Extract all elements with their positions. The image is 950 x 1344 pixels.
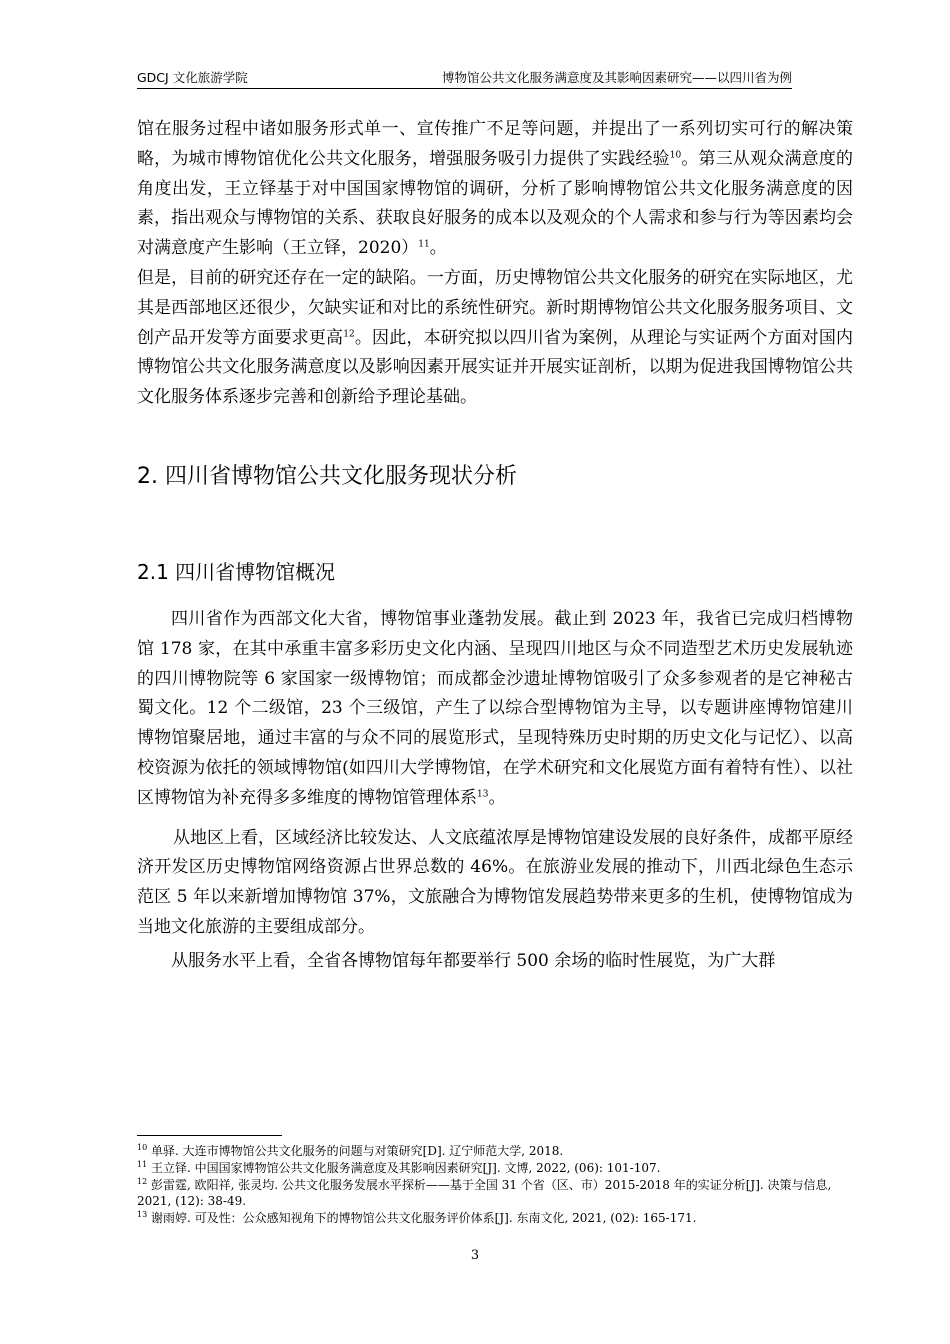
footnote-10: $^{10}$ 单驿. 大连市博物馆公共文化服务的问题与对策研究[D]. 辽宁师范大学, 2018.: [137, 1143, 564, 1158]
page-number: 3: [470, 1248, 480, 1263]
footnote-ref-12[interactable]: 12: [343, 328, 355, 339]
footnote-ref-13[interactable]: 13: [477, 789, 489, 800]
footnote-separator: [137, 1135, 282, 1136]
footnote-11: $^{11}$ 王立铎. 中国国家博物馆公共文化服务满意度及其影响因素研究[J]. 文博, 2022, (06): 101-107.: [137, 1160, 661, 1175]
paragraph-overview: 四川省作为西部文化大省，博物馆事业蓬勃发展。截止到 2023 年，我省已完成归档博物馆 178 家，在其中承重丰富多彩历史文化内涵、呈现四川地区与众不同造型艺术历史发展轨迹的四川博物院等 6 家国家一级博物馆；而成都金沙遗址博物馆吸引了众多参观者的是它神秘古蜀文化。12 个二级馆，23 个三级馆，产生了以综合型博物馆为主导，以专题讲座博物馆建川博物馆聚居地，通过丰富的与众不同的展览形式，呈现特殊历史时期的历史文化与记忆）、以高校资源为依托的领域博物馆(如四川大学博物馆，在学术研究和文化展览方面有着特有性）、以社区博物馆为补充得多多维度的博物馆管理体系$^{13}$。: [137, 608, 853, 808]
paragraph-research-gap: 但是，目前的研究还存在一定的缺陷。一方面，历史博物馆公共文化服务的研究在实际地区，尤其是西部地区还很少，欠缺实证和对比的系统性研究。新时期博物馆公共文化服务服务项目、文创产品开发等方面要求更高$^{12}$。因此，本研究拟以四川省为案例，从理论与实证两个方面对国内博物馆公共文化服务满意度以及影响因素开展实证并开展实证剖析，以期为促进我国博物馆公共文化服务体系逐步完善和创新给予理论基础。: [137, 267, 854, 408]
section-heading-2: 2. 四川省博物馆公共文化服务现状分析: [137, 463, 517, 489]
section-heading-2-1: 2.1 四川省博物馆概况: [137, 559, 336, 584]
paragraph-literature-review: 馆在服务过程中诸如服务形式单一、宣传推广不足等问题，并提出了一系列切实可行的解决策略，为城市博物馆优化公共文化服务，增强服务吸引力提供了实践经验$^{10}$。第三从观众满意度的角度出发，王立铎基于对中国国家博物馆的调研，分析了影响博物馆公共文化服务满意度的因素，指出观众与博物馆的关系、获取良好服务的成本以及观众的个人需求和参与行为等因素均会对满意度产生影响（王立铎，2020）$^{11}$。: [137, 119, 854, 259]
footnote-ref-10[interactable]: 10: [669, 150, 682, 161]
footnotes: [137, 1143, 853, 1227]
header-paper-title: 博物馆公共文化服务满意度及其影响因素研究——以四川省为例: [441, 70, 792, 85]
paragraph-service-level: 从服务水平上看，全省各博物馆每年都要举行 500 余场的临时性展览，为广大群: [171, 950, 776, 971]
footnote-ref-11[interactable]: 11: [418, 239, 430, 250]
page-content: [137, 115, 853, 977]
footnote-13: $^{13}$ 谢雨婷. 可及性：公众感知视角下的博物馆公共文化服务评价体系[J]. 东南文化, 2021, (02): 165-171.: [137, 1210, 697, 1225]
paragraph-regional: 从地区上看，区域经济比较发达、人文底蕴浓厚是博物馆建设发展的良好条件，成都平原经济开发区历史博物馆网络资源占世界总数的 46%。在旅游业发展的推动下，川西北绿色生态示范区 5 年以来新增加博物馆 37%，文旅融合为博物馆发展趋势带来更多的生机，使博物馆成为当地文化旅游的主要组成部分。: [137, 827, 853, 937]
header-institution: GDCJ 文化旅游学院: [137, 70, 248, 85]
footnote-12: $^{12}$ 彭雷霆, 欧阳祥, 张灵均. 公共文化服务发展水平探析——基于全国 31 个省（区、市）2015-2018 年的实证分析[J]. 决策与信息, 2021, (12): 38-49.: [137, 1177, 832, 1208]
running-header: [137, 66, 792, 89]
